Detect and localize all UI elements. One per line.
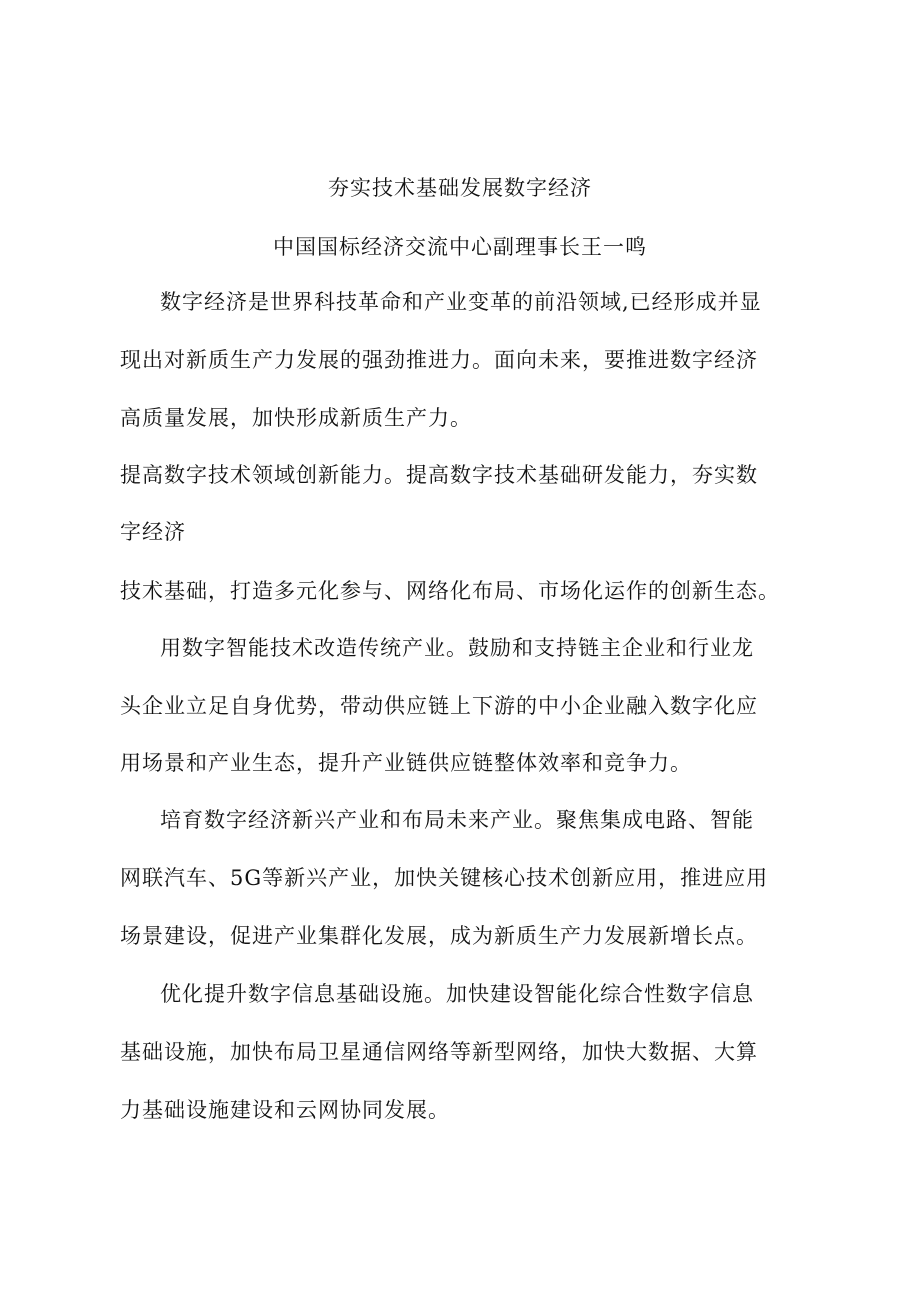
body-line: 头企业立足自身优势，带动供应链上下游的中小企业融入数字化应: [120, 694, 758, 718]
body-line: 网联汽车、5G等新兴产业，加快关键核心技术创新应用，推进应用: [120, 866, 769, 890]
body-line: 力基础设施建设和云网协同发展。: [120, 1098, 450, 1122]
body-line: 技术基础，打造多元化参与、网络化布局、市场化运作的创新生态。: [120, 579, 780, 603]
body-line: 数字经济是世界科技革命和产业变革的前沿领域,已经形成并显: [160, 290, 762, 314]
body-line: 培育数字经济新兴产业和布局未来产业。聚焦集成电路、智能: [160, 808, 754, 832]
body-line: 现出对新质生产力发展的强劲推进力。面向未来，要推进数字经济: [120, 348, 758, 372]
document-subtitle: 中国国标经济交流中心副理事长王一鸣: [273, 235, 647, 259]
body-line: 字经济: [120, 520, 186, 544]
body-line: 优化提升数字信息基础设施。加快建设智能化综合性数字信息: [160, 982, 754, 1006]
body-line: 场景建设，促进产业集群化发展，成为新质生产力发展新增长点。: [120, 924, 758, 948]
body-line: 基础设施，加快布局卫星通信网络等新型网络，加快大数据、大算: [120, 1040, 758, 1064]
body-line: 用场景和产业生态，提升产业链供应链整体效率和竞争力。: [120, 751, 692, 775]
body-line: 高质量发展，加快形成新质生产力。: [120, 406, 472, 430]
document-title: 夯实技术基础发展数字经济: [328, 176, 592, 200]
body-line: 提高数字技术领域创新能力。提高数字技术基础研发能力，夯实数: [120, 463, 758, 487]
body-line: 用数字智能技术改造传统产业。鼓励和支持链主企业和行业龙: [160, 636, 754, 660]
